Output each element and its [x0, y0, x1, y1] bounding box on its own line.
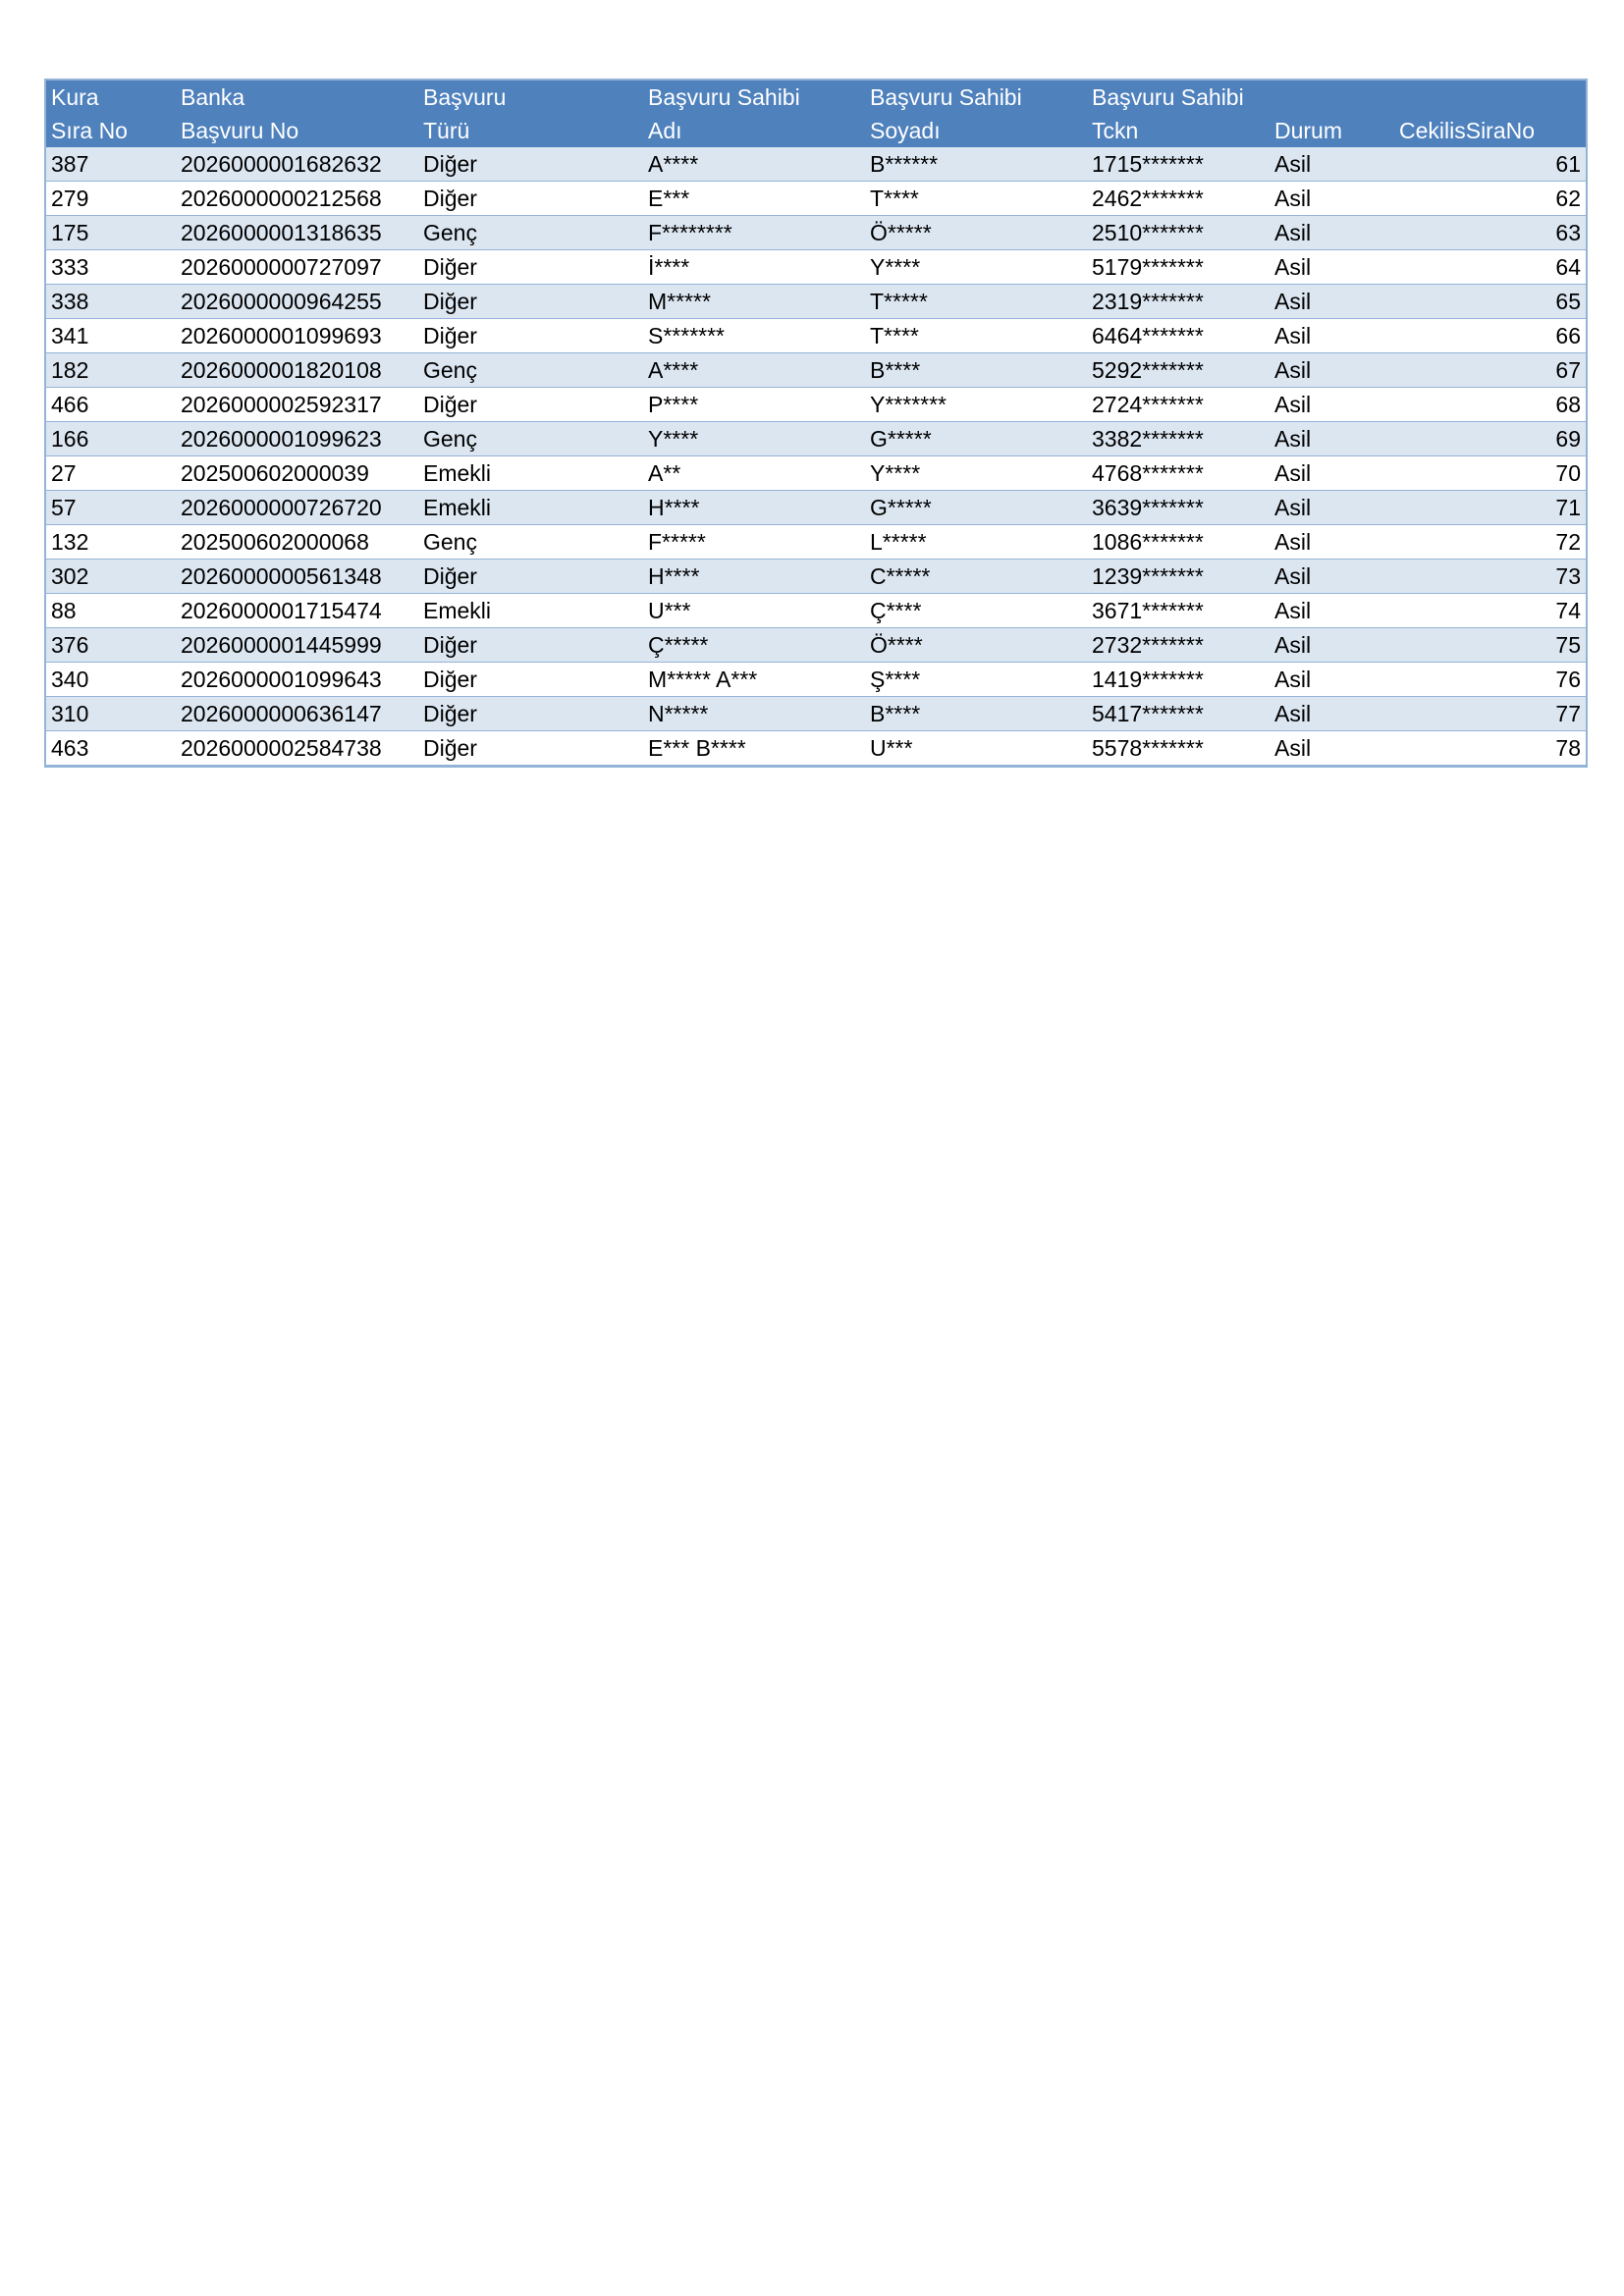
cell-basvuru-sahibi-tckn: 5179*******: [1087, 250, 1270, 285]
cell-basvuru-sahibi-adi: M*****: [643, 285, 865, 319]
cell-basvuru-sahibi-tckn: 1086*******: [1087, 525, 1270, 560]
cell-basvuru-turu: Diğer: [418, 731, 643, 766]
cell-durum: Asil: [1270, 594, 1394, 628]
cell-basvuru-sahibi-adi: P****: [643, 388, 865, 422]
cell-cekilis-sira-no: 72: [1394, 525, 1586, 560]
cell-basvuru-sahibi-tckn: 1715*******: [1087, 147, 1270, 182]
table-row: [46, 594, 1586, 628]
cell-durum: Asil: [1270, 663, 1394, 697]
cell-basvuru-turu: Diğer: [418, 560, 643, 594]
cell-basvuru-sahibi-adi: E***: [643, 182, 865, 216]
header-row: [46, 80, 1586, 147]
cell-durum: Asil: [1270, 697, 1394, 731]
cell-kura-sira-no: 463: [46, 731, 176, 766]
cell-banka-basvuru-no: 2026000001318635: [176, 216, 418, 250]
cell-cekilis-sira-no: 70: [1394, 456, 1586, 491]
cell-kura-sira-no: 376: [46, 628, 176, 663]
cell-basvuru-sahibi-adi: E*** B****: [643, 731, 865, 766]
table-row: [46, 319, 1586, 353]
cell-durum: Asil: [1270, 628, 1394, 663]
cell-banka-basvuru-no: 2026000001682632: [176, 147, 418, 182]
cell-basvuru-turu: Diğer: [418, 388, 643, 422]
table-body: [46, 147, 1586, 766]
cell-kura-sira-no: 340: [46, 663, 176, 697]
table-row: [46, 560, 1586, 594]
cell-basvuru-turu: Emekli: [418, 456, 643, 491]
cell-basvuru-sahibi-soyadi: L*****: [865, 525, 1087, 560]
table-row: [46, 628, 1586, 663]
table-row: [46, 353, 1586, 388]
cell-cekilis-sira-no: 78: [1394, 731, 1586, 766]
cell-basvuru-sahibi-tckn: 2462*******: [1087, 182, 1270, 216]
cell-basvuru-sahibi-tckn: 5292*******: [1087, 353, 1270, 388]
cell-basvuru-sahibi-adi: İ****: [643, 250, 865, 285]
cell-basvuru-sahibi-tckn: 6464*******: [1087, 319, 1270, 353]
cell-basvuru-sahibi-tckn: 1419*******: [1087, 663, 1270, 697]
table-header: [46, 80, 1586, 147]
cell-kura-sira-no: 333: [46, 250, 176, 285]
cell-cekilis-sira-no: 65: [1394, 285, 1586, 319]
cell-durum: Asil: [1270, 491, 1394, 525]
table-row: [46, 731, 1586, 766]
cell-cekilis-sira-no: 63: [1394, 216, 1586, 250]
cell-basvuru-sahibi-adi: A****: [643, 353, 865, 388]
cell-kura-sira-no: 88: [46, 594, 176, 628]
cell-basvuru-sahibi-soyadi: C*****: [865, 560, 1087, 594]
cell-kura-sira-no: 166: [46, 422, 176, 456]
cell-basvuru-sahibi-soyadi: Y*******: [865, 388, 1087, 422]
table-row: [46, 147, 1586, 182]
cell-basvuru-turu: Genç: [418, 353, 643, 388]
table-row: [46, 285, 1586, 319]
cell-banka-basvuru-no: 2026000000561348: [176, 560, 418, 594]
cell-basvuru-sahibi-adi: Y****: [643, 422, 865, 456]
cell-durum: Asil: [1270, 147, 1394, 182]
table-row: [46, 525, 1586, 560]
cell-cekilis-sira-no: 69: [1394, 422, 1586, 456]
cell-basvuru-turu: Diğer: [418, 697, 643, 731]
cell-basvuru-sahibi-adi: H****: [643, 491, 865, 525]
cell-basvuru-sahibi-soyadi: T****: [865, 319, 1087, 353]
cell-banka-basvuru-no: 2026000000212568: [176, 182, 418, 216]
cell-basvuru-sahibi-adi: F*****: [643, 525, 865, 560]
cell-basvuru-sahibi-soyadi: Ö****: [865, 628, 1087, 663]
cell-banka-basvuru-no: 2026000000726720: [176, 491, 418, 525]
cell-basvuru-sahibi-soyadi: Ş****: [865, 663, 1087, 697]
cell-basvuru-turu: Diğer: [418, 182, 643, 216]
header-kura-sira-no: Kura Sıra No: [46, 80, 176, 147]
cell-banka-basvuru-no: 2026000001099623: [176, 422, 418, 456]
results-table-container: [44, 79, 1588, 768]
cell-basvuru-sahibi-adi: S*******: [643, 319, 865, 353]
cell-cekilis-sira-no: 66: [1394, 319, 1586, 353]
cell-kura-sira-no: 338: [46, 285, 176, 319]
cell-banka-basvuru-no: 202500602000039: [176, 456, 418, 491]
cell-cekilis-sira-no: 71: [1394, 491, 1586, 525]
cell-banka-basvuru-no: 2026000001820108: [176, 353, 418, 388]
cell-basvuru-sahibi-adi: A****: [643, 147, 865, 182]
cell-durum: Asil: [1270, 422, 1394, 456]
cell-cekilis-sira-no: 64: [1394, 250, 1586, 285]
header-cekilis-sira-no: CekilisSiraNo: [1394, 80, 1586, 147]
header-basvuru-sahibi-tckn: Başvuru Sahibi Tckn: [1087, 80, 1270, 147]
cell-durum: Asil: [1270, 353, 1394, 388]
header-basvuru-turu: Başvuru Türü: [418, 80, 643, 147]
cell-durum: Asil: [1270, 182, 1394, 216]
cell-cekilis-sira-no: 77: [1394, 697, 1586, 731]
cell-basvuru-sahibi-soyadi: U***: [865, 731, 1087, 766]
cell-basvuru-turu: Diğer: [418, 628, 643, 663]
cell-basvuru-turu: Emekli: [418, 594, 643, 628]
table-row: [46, 491, 1586, 525]
cell-basvuru-sahibi-tckn: 2319*******: [1087, 285, 1270, 319]
cell-cekilis-sira-no: 61: [1394, 147, 1586, 182]
cell-banka-basvuru-no: 2026000001099693: [176, 319, 418, 353]
table-row: [46, 250, 1586, 285]
cell-basvuru-sahibi-soyadi: B****: [865, 353, 1087, 388]
cell-banka-basvuru-no: 2026000001445999: [176, 628, 418, 663]
cell-kura-sira-no: 175: [46, 216, 176, 250]
cell-durum: Asil: [1270, 285, 1394, 319]
cell-banka-basvuru-no: 2026000002584738: [176, 731, 418, 766]
header-banka-basvuru-no: Banka Başvuru No: [176, 80, 418, 147]
cell-banka-basvuru-no: 2026000000727097: [176, 250, 418, 285]
cell-basvuru-sahibi-soyadi: Y****: [865, 250, 1087, 285]
cell-kura-sira-no: 387: [46, 147, 176, 182]
cell-basvuru-sahibi-adi: Ç*****: [643, 628, 865, 663]
cell-banka-basvuru-no: 2026000001099643: [176, 663, 418, 697]
cell-basvuru-sahibi-tckn: 3639*******: [1087, 491, 1270, 525]
cell-banka-basvuru-no: 2026000002592317: [176, 388, 418, 422]
header-basvuru-sahibi-soyadi: Başvuru Sahibi Soyadı: [865, 80, 1087, 147]
cell-basvuru-sahibi-soyadi: B****: [865, 697, 1087, 731]
cell-cekilis-sira-no: 74: [1394, 594, 1586, 628]
cell-basvuru-sahibi-tckn: 3382*******: [1087, 422, 1270, 456]
cell-basvuru-sahibi-tckn: 3671*******: [1087, 594, 1270, 628]
cell-basvuru-sahibi-tckn: 2510*******: [1087, 216, 1270, 250]
cell-basvuru-sahibi-soyadi: Ö*****: [865, 216, 1087, 250]
header-durum: Durum: [1270, 80, 1394, 147]
cell-basvuru-sahibi-soyadi: T*****: [865, 285, 1087, 319]
cell-durum: Asil: [1270, 388, 1394, 422]
cell-durum: Asil: [1270, 525, 1394, 560]
cell-basvuru-sahibi-adi: N*****: [643, 697, 865, 731]
cell-basvuru-sahibi-soyadi: B******: [865, 147, 1087, 182]
cell-kura-sira-no: 302: [46, 560, 176, 594]
cell-cekilis-sira-no: 73: [1394, 560, 1586, 594]
cell-cekilis-sira-no: 76: [1394, 663, 1586, 697]
table-row: [46, 456, 1586, 491]
cell-durum: Asil: [1270, 731, 1394, 766]
cell-basvuru-sahibi-tckn: 4768*******: [1087, 456, 1270, 491]
cell-banka-basvuru-no: 202500602000068: [176, 525, 418, 560]
table-row: [46, 663, 1586, 697]
header-basvuru-sahibi-adi: Başvuru Sahibi Adı: [643, 80, 865, 147]
cell-cekilis-sira-no: 68: [1394, 388, 1586, 422]
table-row: [46, 697, 1586, 731]
table-row: [46, 216, 1586, 250]
cell-kura-sira-no: 132: [46, 525, 176, 560]
cell-basvuru-sahibi-tckn: 2732*******: [1087, 628, 1270, 663]
cell-kura-sira-no: 27: [46, 456, 176, 491]
cell-basvuru-turu: Diğer: [418, 319, 643, 353]
cell-kura-sira-no: 310: [46, 697, 176, 731]
cell-basvuru-sahibi-adi: F********: [643, 216, 865, 250]
cell-basvuru-sahibi-adi: U***: [643, 594, 865, 628]
cell-banka-basvuru-no: 2026000001715474: [176, 594, 418, 628]
cell-basvuru-turu: Diğer: [418, 285, 643, 319]
cell-basvuru-sahibi-soyadi: Ç****: [865, 594, 1087, 628]
cell-durum: Asil: [1270, 456, 1394, 491]
cell-kura-sira-no: 341: [46, 319, 176, 353]
cell-basvuru-sahibi-soyadi: G*****: [865, 491, 1087, 525]
cell-basvuru-turu: Genç: [418, 525, 643, 560]
cell-basvuru-sahibi-tckn: 5417*******: [1087, 697, 1270, 731]
table-row: [46, 182, 1586, 216]
cell-basvuru-sahibi-soyadi: G*****: [865, 422, 1087, 456]
cell-cekilis-sira-no: 62: [1394, 182, 1586, 216]
cell-basvuru-sahibi-tckn: 2724*******: [1087, 388, 1270, 422]
cell-basvuru-sahibi-soyadi: T****: [865, 182, 1087, 216]
cell-basvuru-turu: Genç: [418, 422, 643, 456]
cell-banka-basvuru-no: 2026000000636147: [176, 697, 418, 731]
cell-basvuru-turu: Genç: [418, 216, 643, 250]
cell-basvuru-sahibi-tckn: 5578*******: [1087, 731, 1270, 766]
cell-cekilis-sira-no: 75: [1394, 628, 1586, 663]
cell-basvuru-turu: Diğer: [418, 250, 643, 285]
cell-basvuru-sahibi-soyadi: Y****: [865, 456, 1087, 491]
cell-banka-basvuru-no: 2026000000964255: [176, 285, 418, 319]
cell-durum: Asil: [1270, 216, 1394, 250]
cell-basvuru-turu: Diğer: [418, 663, 643, 697]
table-row: [46, 388, 1586, 422]
cell-kura-sira-no: 57: [46, 491, 176, 525]
cell-kura-sira-no: 466: [46, 388, 176, 422]
cell-basvuru-turu: Diğer: [418, 147, 643, 182]
cell-basvuru-sahibi-adi: H****: [643, 560, 865, 594]
cell-basvuru-sahibi-tckn: 1239*******: [1087, 560, 1270, 594]
cell-basvuru-sahibi-adi: A**: [643, 456, 865, 491]
cell-durum: Asil: [1270, 250, 1394, 285]
table-row: [46, 422, 1586, 456]
cell-basvuru-turu: Emekli: [418, 491, 643, 525]
cell-kura-sira-no: 182: [46, 353, 176, 388]
cell-kura-sira-no: 279: [46, 182, 176, 216]
lottery-results-table: [46, 80, 1586, 766]
cell-basvuru-sahibi-adi: M***** A***: [643, 663, 865, 697]
cell-durum: Asil: [1270, 560, 1394, 594]
cell-durum: Asil: [1270, 319, 1394, 353]
cell-cekilis-sira-no: 67: [1394, 353, 1586, 388]
